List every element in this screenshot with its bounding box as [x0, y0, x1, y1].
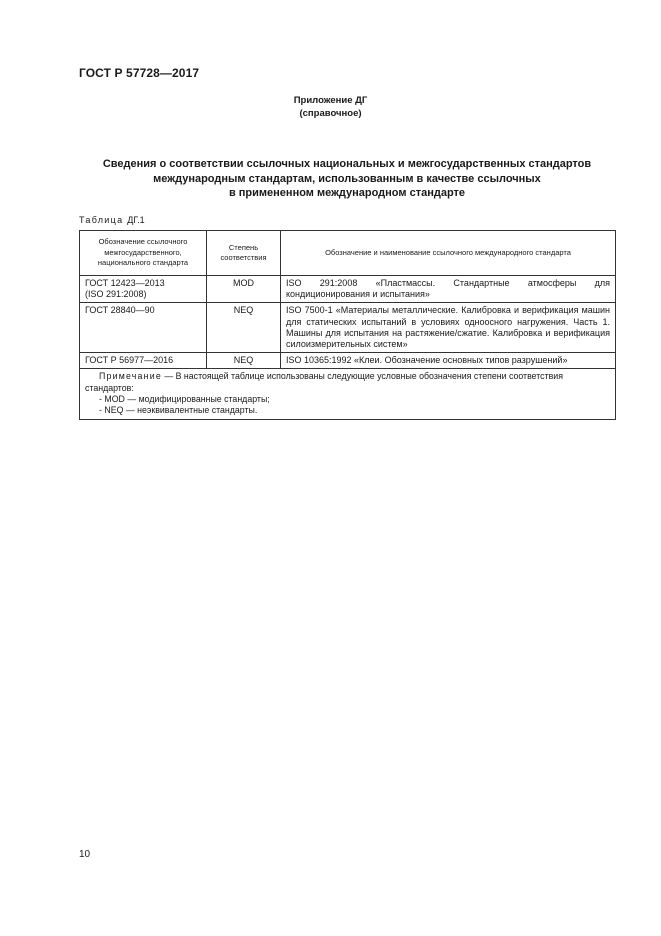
note-label: Примечание: [99, 371, 162, 382]
note-item: - MOD — модифицированные стандарты;: [99, 394, 270, 405]
cell-standard: ГОСТ 28840—90: [80, 303, 207, 353]
table-caption-word: Таблица: [79, 215, 124, 225]
note-text: — В настоящей таблице использованы следующие условные обозначения степени соответствия стандартов:: [85, 371, 563, 393]
table-note-row: [80, 369, 616, 419]
note-item: - NEQ — неэквивалентные стандарты.: [99, 405, 258, 416]
section-title-line: Сведения о соответствии ссылочных национальных и межгосударственных стандартов: [102, 158, 592, 170]
header-national-standard: Обозначение ссылочного межгосударственного, национального стандарта: [80, 231, 207, 276]
cell-standard: ГОСТ 12423—2013 (ISO 291:2008): [80, 276, 207, 303]
cell-international: ISO 291:2008 «Пластмассы. Стандартные атмосферы для кондиционирования и испытания»: [281, 276, 616, 303]
section-title-line: международным стандартам, использованным в качестве ссылочных: [153, 172, 541, 185]
table-row: [80, 303, 616, 353]
note-lead: [85, 371, 610, 394]
page-number: 10: [79, 849, 91, 860]
cell-standard: ГОСТ Р 56977—2016: [80, 353, 207, 369]
cell-international: ISO 10365:1992 «Клеи. Обозначение основных типов разрушений»: [281, 353, 616, 369]
table-caption: [79, 215, 145, 225]
cell-degree: NEQ: [207, 303, 281, 353]
cell-degree: MOD: [207, 276, 281, 303]
table-row: [80, 276, 616, 303]
table-note: [80, 369, 616, 419]
header-international-standard: Обозначение и наименование ссылочного международного стандарта: [281, 231, 616, 276]
cell-international: ISO 7500-1 «Материалы металлические. Калибровка и верификация машин для статических испытаний в условиях одноосного нагружения. Часть 1. Машины для испытания на растяжение/сжатие. Калибровка и верификация силоизмерительных систем»: [281, 303, 616, 353]
cell-degree: NEQ: [207, 353, 281, 369]
header-degree: Степень соответствия: [207, 231, 281, 276]
correspondence-table: [79, 230, 616, 420]
document-code: ГОСТ Р 57728—2017: [79, 66, 200, 80]
table-header-row: [80, 231, 616, 276]
appendix-type: (справочное): [299, 108, 362, 119]
appendix-title: Приложение ДГ: [293, 95, 368, 106]
section-title-line: в примененном международном стандарте: [228, 187, 466, 199]
table-row: [80, 353, 616, 369]
section-title: [79, 157, 615, 201]
table-caption-number: ДГ.1: [127, 215, 145, 225]
